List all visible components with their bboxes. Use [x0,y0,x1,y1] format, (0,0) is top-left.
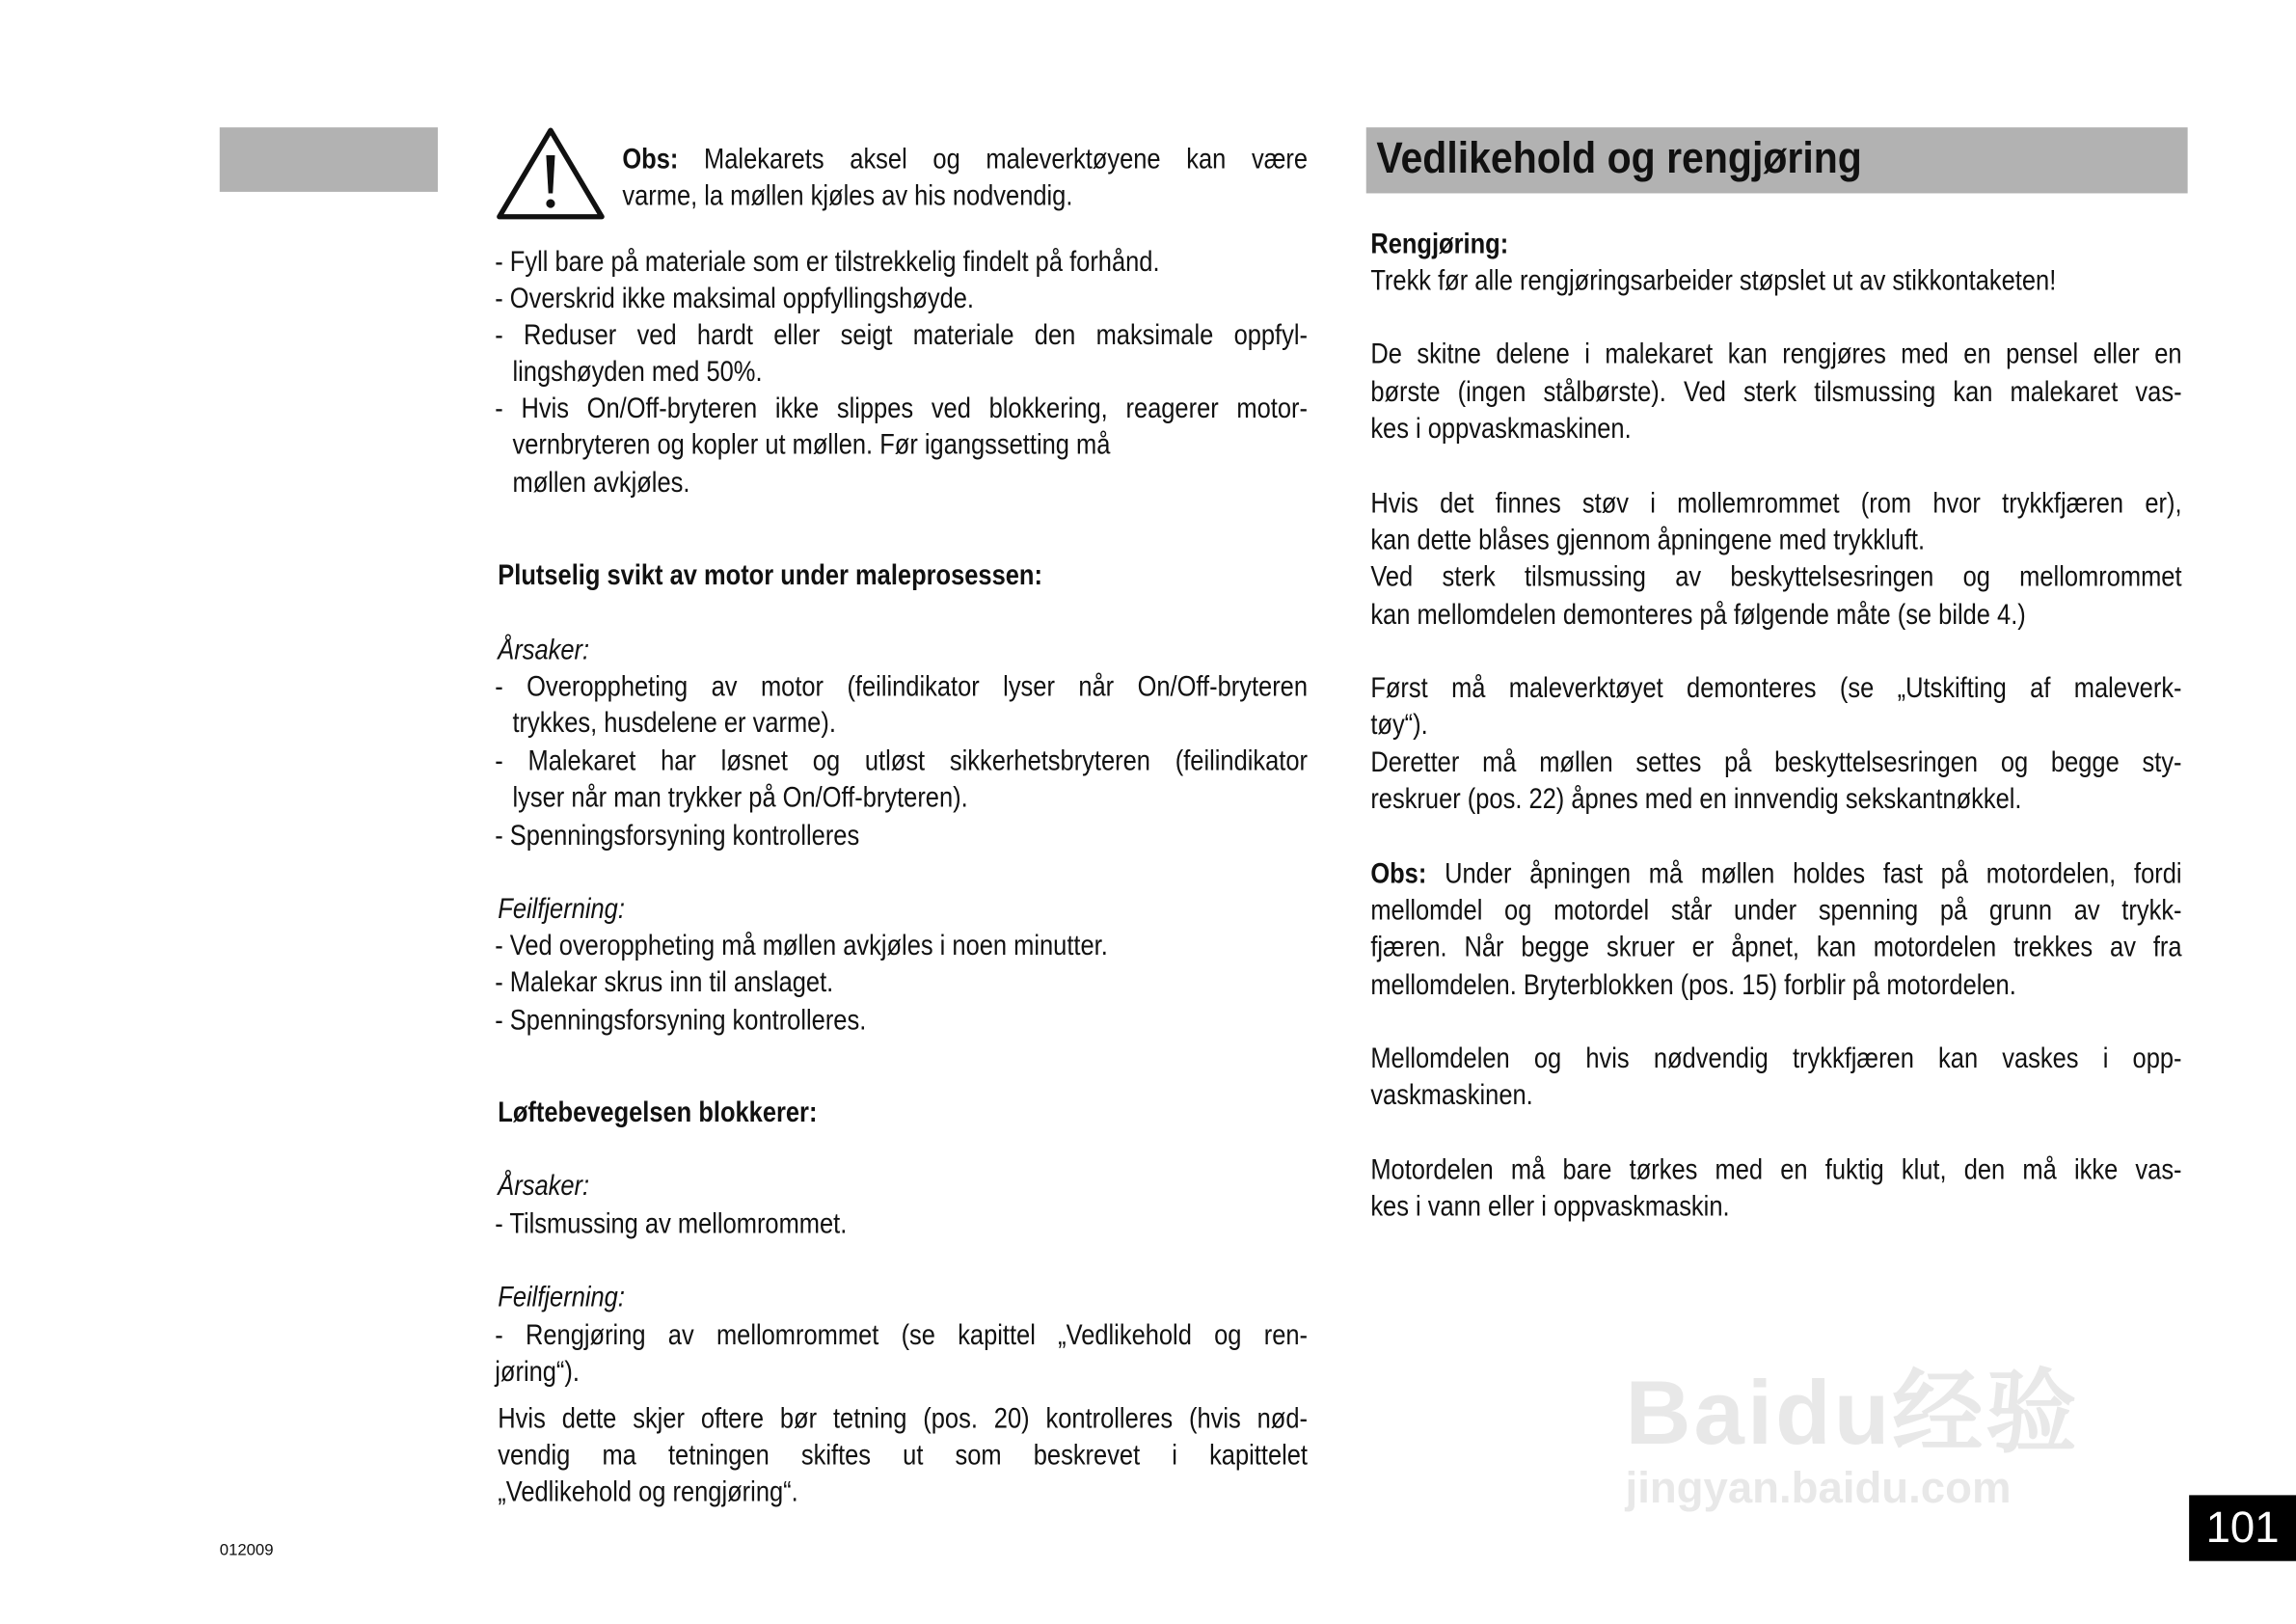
watermark-logo: Baidu经验 [1625,1363,2080,1465]
text-line [1370,375,2181,410]
text-line [495,929,1108,963]
line-text: - Overoppheting av motor (feilindikator lyser når On/Off-bryteren [495,670,1309,703]
line-text: - Ved overoppheting må møllen avkjøles i noen minutter. [495,930,1108,962]
text-line [495,669,1308,704]
text-line [1370,1152,2181,1187]
line-text: Hvis dette skjer oftere bør tetning (pos. 20) kontrolleres (hvis nød- [498,1402,1309,1436]
line-text: børste (ingen stålbørste). Ved sterk tilsmussing kan malekaret vas- [1370,376,2182,409]
baidu-watermark [1626,1340,2080,1514]
line-text: fjæren. Når begge skruer er åpnet, kan motordelen trekkes av fra [1370,931,2182,964]
text-line [1370,856,2181,891]
text-line [498,1438,1308,1473]
line-text: Deretter må møllen settes på beskyttelsesringen og begge sty- [1370,746,2182,779]
line-text: varme, la møllen kjøles av his nodvendig. [622,179,1073,213]
text-line [495,318,1308,353]
line-text: vendig ma tetningen skiftes ut som beskrevet i kapittelet [498,1439,1309,1473]
text-line [1370,930,2181,964]
line-text: trykkes, husdelene er varme). [512,707,836,740]
obs-label: Obs: [1370,857,1427,891]
line-text: - Tilsmussing av mellomrommet. [495,1207,848,1241]
subheading [498,1169,589,1204]
text-line [622,178,1072,213]
subheading [498,633,589,667]
text-line [495,1355,580,1390]
line-text: kan mellomdelen demonteres på følgende måte (se bilde 4.) [1370,599,2026,632]
text-line [1370,968,2015,1003]
text-line [1370,263,2056,298]
line-text: - Reduser ved hardt eller seigt materiale den maksimale oppfyl- [495,319,1309,352]
text-line [495,245,1159,280]
text-line [1370,782,2021,817]
text-line [512,706,835,741]
text-line [495,1318,1308,1353]
line-text: Mellomdelen og hvis nødvendig trykkfjæren kan vaskes i opp- [1370,1042,2182,1075]
line-text: Årsaker: [498,634,590,666]
line-text: jøring“). [495,1356,580,1389]
subheading [498,1280,625,1314]
line-text: - Spenningsforsyning kontrolleres [495,820,860,853]
line-text: Plutselig svikt av motor under maleprosessen: [498,559,1042,592]
line-text: - Spenningsforsyning kontrolleres. [495,1004,867,1038]
line-text: vernbryteren og kopler ut møllen. Før igangssetting må [512,428,1111,462]
line-text: Årsaker: [498,1170,590,1203]
text-line [1370,598,2025,633]
line-text: Malekarets aksel og maleverktøyene kan være [678,143,1309,176]
line-text: - Rengjøring av mellomrommet (se kapittel „Vedlikehold og ren- [495,1319,1309,1352]
text-line [1370,523,1925,557]
line-text: Først må maleverktøyet demonteres (se „Utskifting af maleverk- [1370,671,2182,705]
text-line [495,744,1308,778]
line-text: lyser når man trykker på On/Off-bryteren). [512,781,968,815]
text-line [495,1003,866,1038]
line-text: mellomdelen. Bryterblokken (pos. 15) forblir på motordelen. [1370,969,2016,1002]
line-text: Hvis det finnes støv i mollemrommet (rom hvor trykkfjæren er), [1370,487,2182,521]
section-heading [498,558,1042,593]
text-line [495,965,833,1000]
line-text: Feilfjerning: [498,1281,625,1314]
text-line [622,142,1308,176]
text-line [1370,1189,1729,1224]
line-text: - Overskrid ikke maksimal oppfyllingshøyde. [495,283,974,315]
text-line [1370,486,2181,521]
line-text: Trekk før alle rengjøringsarbeider støpslet ut av stikkontaketen! [1370,264,2057,298]
text-line [498,1475,797,1509]
section-marker [220,127,438,192]
line-text: Rengjøring: [1370,228,1509,261]
footer-code: 012009 [219,1541,274,1560]
line-text: - Hvis On/Off-bryteren ikke slippes ved blokkering, reagerer motor- [495,392,1309,425]
text-line [1370,745,2181,780]
line-text: - Malekaret har løsnet og utløst sikkerhetsbryteren (feilindikator [495,744,1309,778]
text-line [1370,559,2181,594]
text-line [495,391,1308,425]
line-text: lingshøyden med 50%. [512,355,763,389]
section-heading [1370,227,1508,261]
line-text: De skitne delene i malekaret kan rengjøres med en pensel eller en [1370,338,2182,371]
text-line [512,466,689,501]
line-text: møllen avkjøles. [512,467,690,500]
line-text: kan dette blåses gjennom åpningene med trykkluft. [1370,524,1926,557]
text-line [1370,412,1631,447]
watermark-url: jingyan.baidu.com [1625,1464,2012,1513]
line-text: Løftebevegelsen blokkerer: [498,1096,818,1129]
section-heading [498,1096,817,1130]
line-text: „Vedlikehold og rengjøring“. [498,1475,798,1509]
text-line [512,354,762,389]
text-line [1370,337,2181,371]
text-line [498,1401,1308,1436]
text-line [1370,893,2181,928]
text-line [1370,707,1427,742]
text-line [1370,1078,1532,1113]
text-line [495,282,974,316]
subheading [498,892,625,927]
page-number: 101 [2189,1495,2296,1560]
line-text: Motordelen må bare tørkes med en fuktig klut, den må ikke vas- [1370,1153,2182,1186]
line-text: kes i oppvaskmaskinen. [1370,413,1632,446]
text-line [1370,1042,2181,1076]
line-text: tøy“). [1370,708,1428,742]
line-text: reskruer (pos. 22) åpnes med en innvendig sekskantnøkkel. [1370,783,2022,816]
obs-label: Obs: [622,143,679,176]
line-text: mellomdel og motordel står under spenning på grunn av trykk- [1370,894,2182,928]
text-line [512,427,1110,462]
line-text: Ved sterk tilsmussing av beskyttelsesringen og mellomrommet [1370,560,2182,593]
line-text: - Fyll bare på materiale som er tilstrekkelig findelt på forhånd. [495,246,1160,279]
line-text: kes i vann eller i oppvaskmaskin. [1370,1190,1730,1223]
warning-triangle-icon [495,126,606,223]
line-text: Under åpningen må møllen holdes fast på motordelen, fordi [1426,857,2182,891]
section-title: Vedlikehold og rengjøring [1376,134,1862,183]
text-line [1370,670,2181,705]
text-line [495,819,859,853]
line-text: vaskmaskinen. [1370,1079,1533,1112]
text-line [512,780,967,815]
text-line [495,1206,847,1241]
line-text: - Malekar skrus inn til anslaget. [495,966,834,999]
line-text: Feilfjerning: [498,893,625,926]
